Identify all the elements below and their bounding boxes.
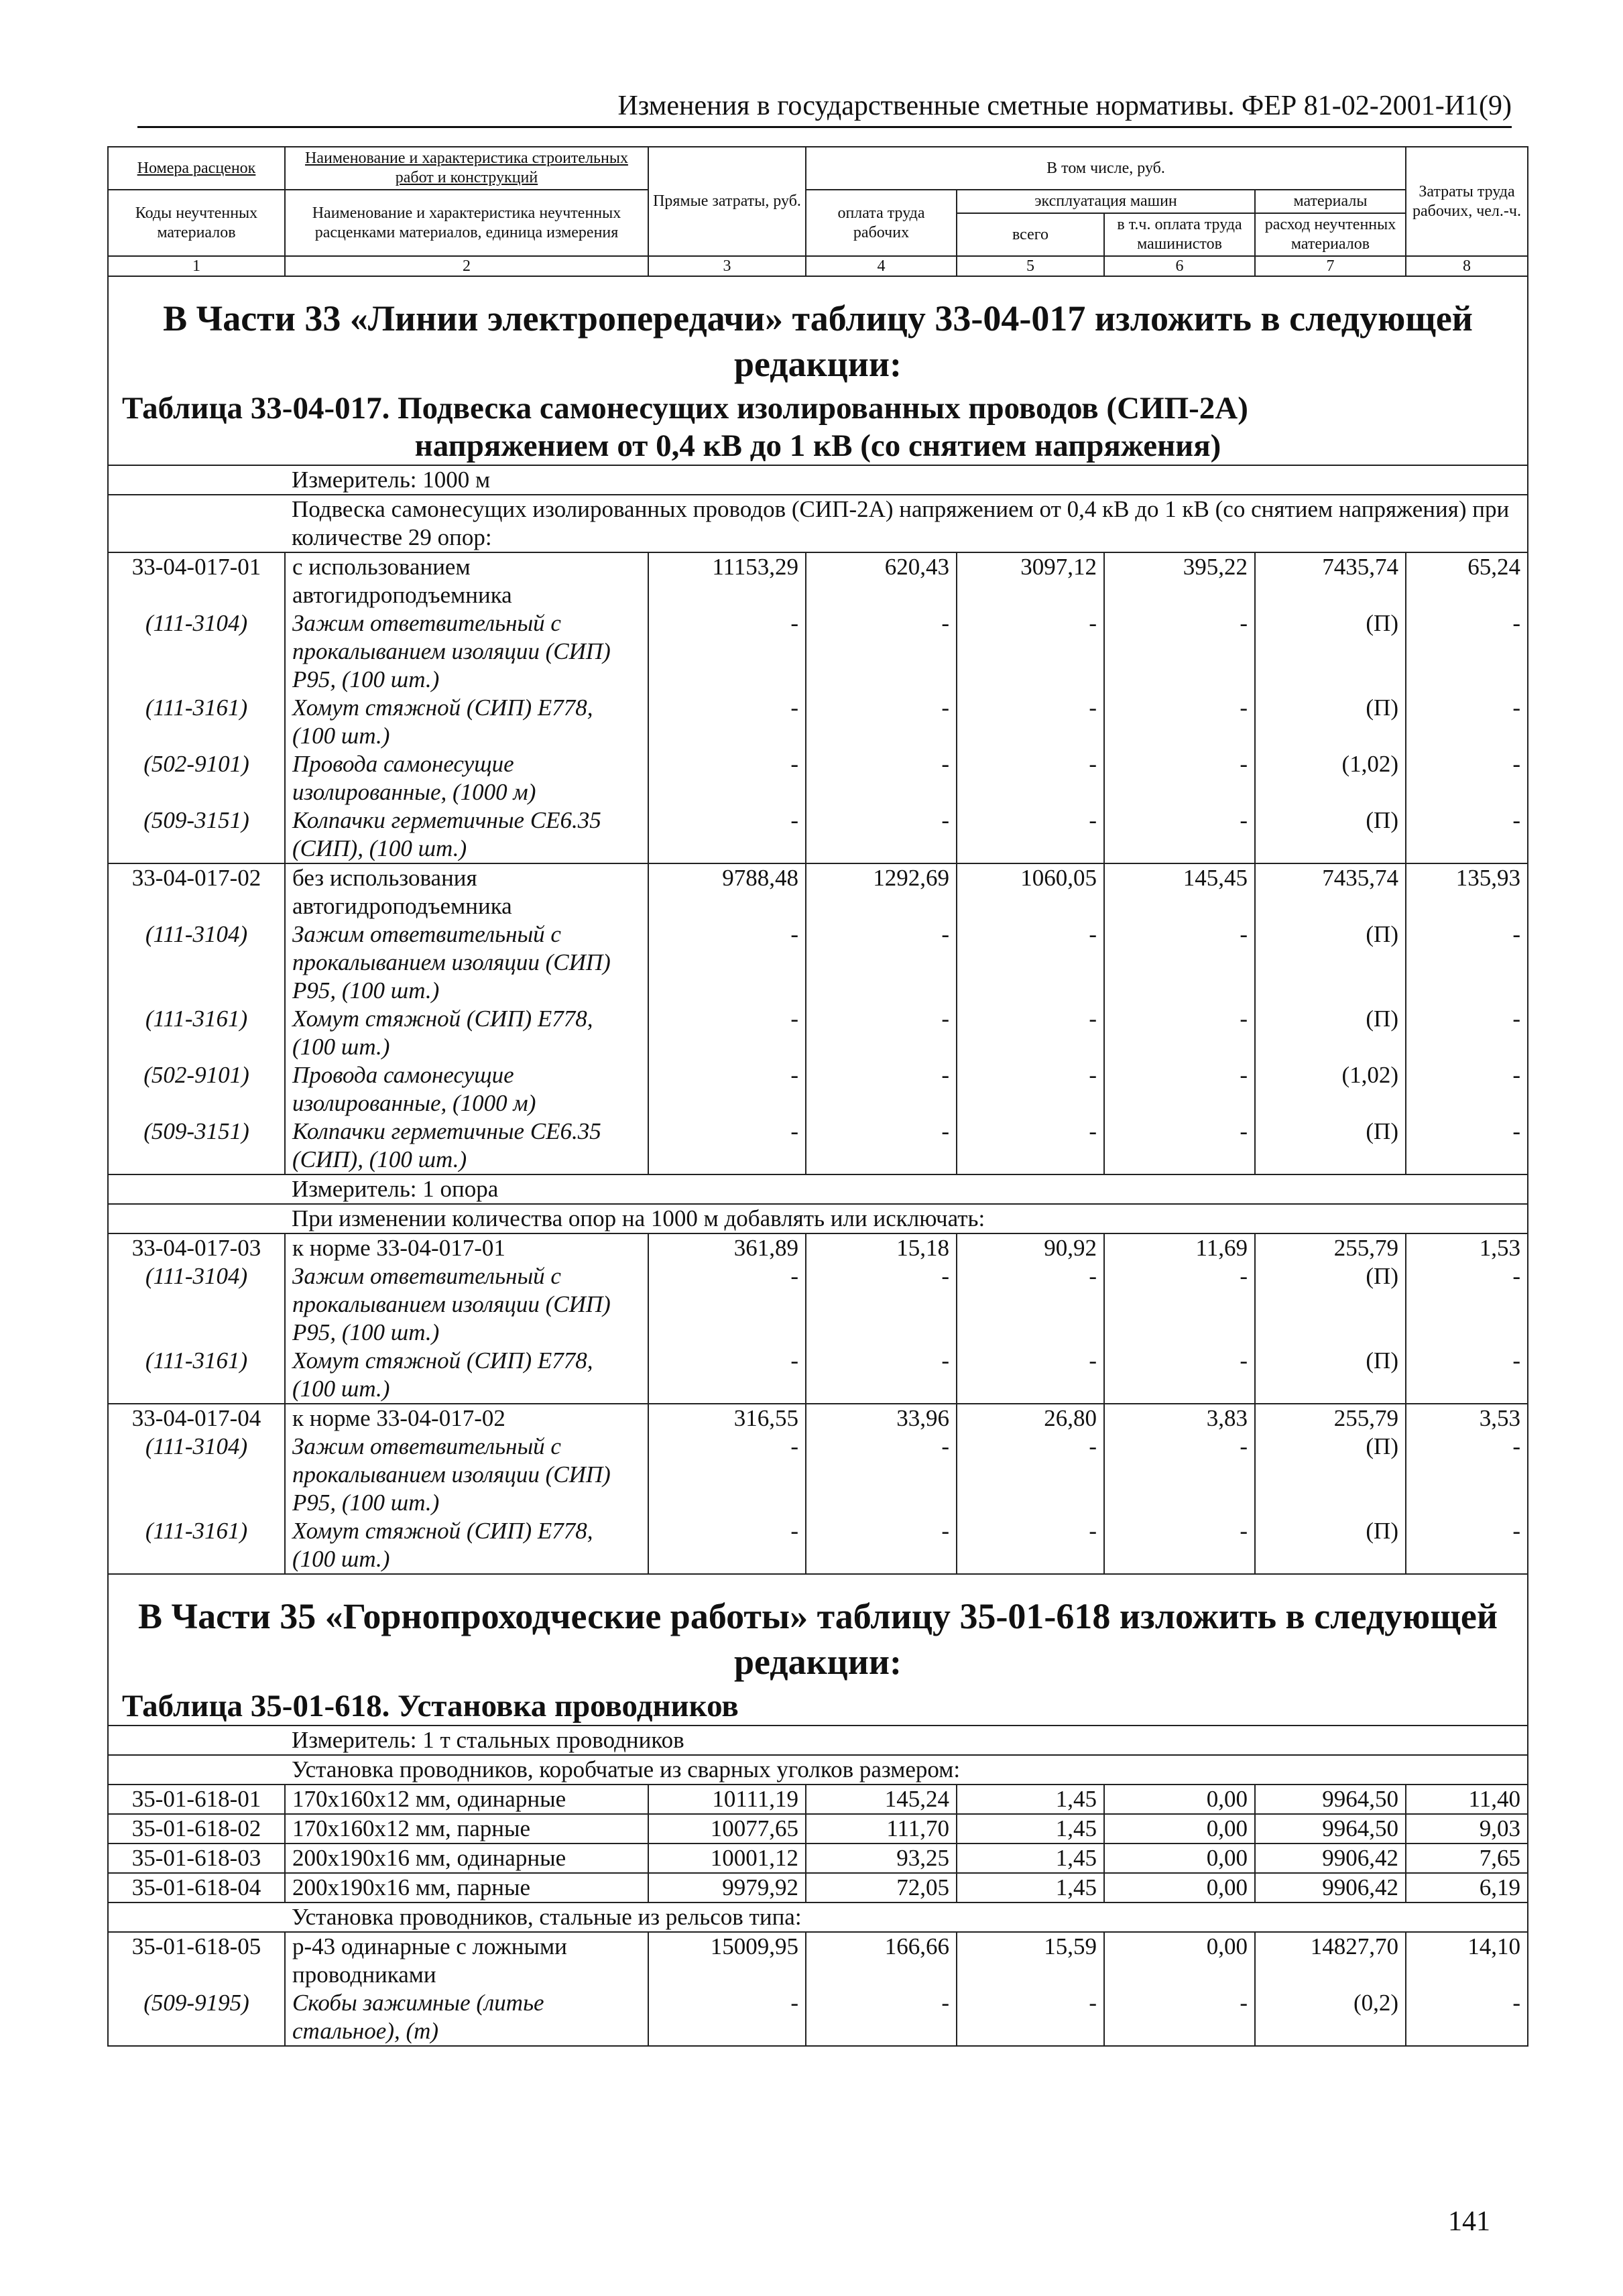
machines-total: 26,80 xyxy=(957,1404,1104,1433)
labor-pay: 145,24 xyxy=(806,1785,957,1814)
labor-pay: - xyxy=(806,609,957,694)
direct-costs: - xyxy=(648,1262,806,1347)
labor-pay: - xyxy=(806,1347,957,1404)
machinists-pay: - xyxy=(1104,1433,1255,1517)
labor-pay: 1292,69 xyxy=(806,863,957,920)
material-row xyxy=(108,1005,1528,1061)
labor-hours: 9,03 xyxy=(1406,1814,1528,1844)
labor-hours: - xyxy=(1406,1433,1528,1517)
labor-hours: 6,19 xyxy=(1406,1873,1528,1902)
rate-code: 33-04-017-04 xyxy=(108,1404,285,1433)
labor-pay: - xyxy=(806,1517,957,1574)
machinists-pay: - xyxy=(1104,1517,1255,1574)
rate-row xyxy=(108,1404,1528,1433)
machines-total: - xyxy=(957,1517,1104,1574)
page-header xyxy=(137,86,1512,128)
material-code: (509-3151) xyxy=(108,1117,285,1174)
labor-hours: 3,53 xyxy=(1406,1404,1528,1433)
machines-total: - xyxy=(957,806,1104,863)
labor-hours: 65,24 xyxy=(1406,552,1528,609)
group-row xyxy=(108,1902,1528,1932)
column-number: 6 xyxy=(1104,256,1255,276)
material-name: Колпачки герметичные СЕ6.35 (СИП), (100 шт.) xyxy=(285,1117,648,1174)
labor-hours: 135,93 xyxy=(1406,863,1528,920)
labor-pay: - xyxy=(806,1061,957,1117)
materials: 255,79 xyxy=(1255,1404,1406,1433)
materials: (П) xyxy=(1255,806,1406,863)
table-33-04-017-title xyxy=(108,389,1528,465)
part35-heading-row xyxy=(108,1574,1528,1687)
machinists-pay: 0,00 xyxy=(1104,1785,1255,1814)
machines-total: - xyxy=(957,750,1104,806)
table-33-04-017-title-row xyxy=(108,389,1528,465)
column-number: 1 xyxy=(108,256,285,276)
table-title-line-2: напряжением от 0,4 кВ до 1 кВ (со снятием напряжения) xyxy=(414,428,1221,463)
labor-pay: - xyxy=(806,1433,957,1517)
materials: (П) xyxy=(1255,1005,1406,1061)
group-row xyxy=(108,1204,1528,1233)
materials: (1,02) xyxy=(1255,750,1406,806)
labor-hours: 1,53 xyxy=(1406,1233,1528,1262)
rate-code: 33-04-017-03 xyxy=(108,1233,285,1262)
labor-hours: - xyxy=(1406,1061,1528,1117)
rate-name: 170x160x12 мм, парные xyxy=(285,1814,648,1844)
machinists-pay: 145,45 xyxy=(1104,863,1255,920)
rate-row xyxy=(108,1233,1528,1262)
part35-heading: В Части 35 «Горнопроходческие работы» таблицу 35-01-618 изложить в следующей редакции: xyxy=(108,1574,1528,1687)
material-name: Хомут стяжной (СИП) Е778, (100 шт.) xyxy=(285,1347,648,1404)
table-35-01-618-title-row xyxy=(108,1687,1528,1726)
machinists-pay: - xyxy=(1104,920,1255,1005)
material-name: Зажим ответвительный с прокалыванием изоляции (СИП) Р95, (100 шт.) xyxy=(285,1433,648,1517)
labor-hours: - xyxy=(1406,1117,1528,1174)
machines-total: 15,59 xyxy=(957,1932,1104,1989)
machines-header: эксплуатация машин xyxy=(957,190,1255,213)
measure-label: Измеритель: 1 опора xyxy=(285,1174,1528,1204)
direct-costs: - xyxy=(648,920,806,1005)
labor-pay: - xyxy=(806,806,957,863)
machines-total: - xyxy=(957,1262,1104,1347)
labor-hours: - xyxy=(1406,920,1528,1005)
machines-total: - xyxy=(957,1433,1104,1517)
machinists-pay: - xyxy=(1104,1005,1255,1061)
machinists-pay: - xyxy=(1104,806,1255,863)
machinists-pay: 0,00 xyxy=(1104,1873,1255,1902)
machines-total: 3097,12 xyxy=(957,552,1104,609)
direct-costs: - xyxy=(648,1989,806,2046)
materials: (П) xyxy=(1255,1517,1406,1574)
materials: 7435,74 xyxy=(1255,552,1406,609)
material-row xyxy=(108,609,1528,694)
header-title: Изменения в государственные сметные нормативы. ФЕР 81-02-2001-И1(9) xyxy=(617,90,1512,121)
column-number: 8 xyxy=(1406,256,1528,276)
material-name: Провода самонесущие изолированные, (1000 м) xyxy=(285,1061,648,1117)
labor-hours: - xyxy=(1406,694,1528,750)
material-name: Зажим ответвительный с прокалыванием изоляции (СИП) Р95, (100 шт.) xyxy=(285,609,648,694)
machines-total: 1,45 xyxy=(957,1814,1104,1844)
labor-pay: - xyxy=(806,1005,957,1061)
direct-costs: - xyxy=(648,609,806,694)
col2-header-top: Наименование и характеристика строительных работ и конструкций xyxy=(285,147,648,190)
materials: (П) xyxy=(1255,1433,1406,1517)
material-row xyxy=(108,920,1528,1005)
machines-total: 1,45 xyxy=(957,1873,1104,1902)
labor-hours: - xyxy=(1406,1517,1528,1574)
labor-pay: 166,66 xyxy=(806,1932,957,1989)
material-row xyxy=(108,1433,1528,1517)
column-number: 7 xyxy=(1255,256,1406,276)
labor-pay: 620,43 xyxy=(806,552,957,609)
direct-costs: 11153,29 xyxy=(648,552,806,609)
rate-row xyxy=(108,1873,1528,1902)
materials: 9906,42 xyxy=(1255,1844,1406,1873)
material-code: (111-3161) xyxy=(108,1517,285,1574)
machines-total: - xyxy=(957,1117,1104,1174)
machinists-pay: 3,83 xyxy=(1104,1404,1255,1433)
labor-pay: - xyxy=(806,1117,957,1174)
machinists-pay: - xyxy=(1104,1262,1255,1347)
column-number: 4 xyxy=(806,256,957,276)
materials-header: материалы xyxy=(1255,190,1406,213)
materials: (П) xyxy=(1255,609,1406,694)
rate-name: с использованием автогидроподъемника xyxy=(285,552,648,609)
direct-costs: 10077,65 xyxy=(648,1814,806,1844)
col4-header: оплата труда рабочих xyxy=(806,190,957,256)
rate-name: к норме 33-04-017-02 xyxy=(285,1404,648,1433)
materials: 9906,42 xyxy=(1255,1873,1406,1902)
machinists-pay: 0,00 xyxy=(1104,1932,1255,1989)
material-row xyxy=(108,1989,1528,2046)
direct-costs: 316,55 xyxy=(648,1404,806,1433)
rate-name: р-43 одинарные с ложными проводниками xyxy=(285,1932,648,1989)
machines-total: 1,45 xyxy=(957,1785,1104,1814)
materials: (П) xyxy=(1255,1117,1406,1174)
labor-hours: - xyxy=(1406,609,1528,694)
labor-pay: 93,25 xyxy=(806,1844,957,1873)
labor-hours: - xyxy=(1406,1347,1528,1404)
materials: (1,02) xyxy=(1255,1061,1406,1117)
rate-code: 35-01-618-04 xyxy=(108,1873,285,1902)
direct-costs: - xyxy=(648,1433,806,1517)
material-code: (502-9101) xyxy=(108,750,285,806)
machines-total: - xyxy=(957,920,1104,1005)
machines-total: 90,92 xyxy=(957,1233,1104,1262)
table-35-01-618-title xyxy=(108,1687,1528,1726)
direct-costs: - xyxy=(648,806,806,863)
rate-row xyxy=(108,1844,1528,1873)
machines-total: 1060,05 xyxy=(957,863,1104,920)
group-row xyxy=(108,495,1528,552)
material-row xyxy=(108,694,1528,750)
direct-costs: - xyxy=(648,1117,806,1174)
table-title-line-1: Таблица 33-04-017. Подвеска самонесущих изолированных проводов (СИП-2А) xyxy=(122,391,1248,426)
material-code: (111-3161) xyxy=(108,1347,285,1404)
material-code: (111-3161) xyxy=(108,1005,285,1061)
direct-costs: - xyxy=(648,750,806,806)
column-number: 3 xyxy=(648,256,806,276)
material-name: Скобы зажимные (литье стальное), (т) xyxy=(285,1989,648,2046)
group-label: Установка проводников, коробчатые из сварных уголков размером: xyxy=(285,1755,1528,1785)
col7-header: расход неучтенных материалов xyxy=(1255,213,1406,256)
group-label: При изменении количества опор на 1000 м добавлять или исключать: xyxy=(285,1204,1528,1233)
measure-row xyxy=(108,465,1528,495)
material-name: Провода самонесущие изолированные, (1000 м) xyxy=(285,750,648,806)
materials: (П) xyxy=(1255,1347,1406,1404)
measure-label: Измеритель: 1 т стальных проводников xyxy=(285,1726,1528,1755)
material-code: (509-9195) xyxy=(108,1989,285,2046)
material-name: Колпачки герметичные СЕ6.35 (СИП), (100 шт.) xyxy=(285,806,648,863)
material-row xyxy=(108,750,1528,806)
measure-row xyxy=(108,1174,1528,1204)
material-name: Хомут стяжной (СИП) Е778, (100 шт.) xyxy=(285,1005,648,1061)
material-row xyxy=(108,1061,1528,1117)
rate-row xyxy=(108,1814,1528,1844)
machinists-pay: - xyxy=(1104,1117,1255,1174)
labor-pay: - xyxy=(806,750,957,806)
rate-row xyxy=(108,552,1528,609)
machines-total: - xyxy=(957,1061,1104,1117)
col2-header-bottom: Наименование и характеристика неучтенных расценками материалов, единица измерения xyxy=(285,190,648,256)
rate-name: без использования автогидроподъемника xyxy=(285,863,648,920)
materials: 255,79 xyxy=(1255,1233,1406,1262)
rate-row xyxy=(108,1785,1528,1814)
labor-pay: 72,05 xyxy=(806,1873,957,1902)
labor-hours: - xyxy=(1406,1262,1528,1347)
machines-total: - xyxy=(957,694,1104,750)
material-row xyxy=(108,1347,1528,1404)
direct-costs: - xyxy=(648,1005,806,1061)
material-name: Хомут стяжной (СИП) Е778, (100 шт.) xyxy=(285,1517,648,1574)
part33-heading: В Части 33 «Линии электропередачи» таблицу 33-04-017 изложить в следующей редакции: xyxy=(108,276,1528,389)
rate-name: к норме 33-04-017-01 xyxy=(285,1233,648,1262)
col1-header-bottom: Коды неучтенных материалов xyxy=(108,190,285,256)
direct-costs: - xyxy=(648,1517,806,1574)
material-row xyxy=(108,1117,1528,1174)
materials: 9964,50 xyxy=(1255,1785,1406,1814)
materials: (П) xyxy=(1255,920,1406,1005)
rate-code: 35-01-618-02 xyxy=(108,1814,285,1844)
direct-costs: - xyxy=(648,694,806,750)
direct-costs: 15009,95 xyxy=(648,1932,806,1989)
materials: (П) xyxy=(1255,1262,1406,1347)
rate-row xyxy=(108,863,1528,920)
labor-hours: - xyxy=(1406,1989,1528,2046)
material-row xyxy=(108,1262,1528,1347)
table-title-line: Таблица 35-01-618. Установка проводников xyxy=(122,1689,739,1724)
rate-row xyxy=(108,1932,1528,1989)
machines-total: - xyxy=(957,1347,1104,1404)
material-name: Зажим ответвительный с прокалыванием изоляции (СИП) Р95, (100 шт.) xyxy=(285,1262,648,1347)
labor-hours: - xyxy=(1406,806,1528,863)
header-row-mid xyxy=(108,190,1528,213)
group-row xyxy=(108,1755,1528,1785)
material-code: (502-9101) xyxy=(108,1061,285,1117)
material-code: (111-3104) xyxy=(108,920,285,1005)
column-number: 2 xyxy=(285,256,648,276)
col8-header: Затраты труда рабочих, чел.-ч. xyxy=(1406,147,1528,256)
materials: 7435,74 xyxy=(1255,863,1406,920)
labor-hours: 11,40 xyxy=(1406,1785,1528,1814)
direct-costs: 9788,48 xyxy=(648,863,806,920)
col6-header: в т.ч. оплата труда машинистов xyxy=(1104,213,1255,256)
direct-costs: - xyxy=(648,1347,806,1404)
page-number: 141 xyxy=(1448,2206,1490,2237)
measure-row xyxy=(108,1726,1528,1755)
machinists-pay: 11,69 xyxy=(1104,1233,1255,1262)
col5-header: всего xyxy=(957,213,1104,256)
column-number: 5 xyxy=(957,256,1104,276)
labor-pay: - xyxy=(806,1262,957,1347)
measure-label: Измеритель: 1000 м xyxy=(285,465,1528,495)
direct-costs: - xyxy=(648,1061,806,1117)
material-code: (111-3104) xyxy=(108,609,285,694)
rate-code: 35-01-618-01 xyxy=(108,1785,285,1814)
rate-code: 33-04-017-01 xyxy=(108,552,285,609)
machines-total: - xyxy=(957,1989,1104,2046)
material-row xyxy=(108,806,1528,863)
materials: (П) xyxy=(1255,694,1406,750)
machinists-pay: - xyxy=(1104,750,1255,806)
machinists-pay: - xyxy=(1104,1347,1255,1404)
materials: 9964,50 xyxy=(1255,1814,1406,1844)
machinists-pay: - xyxy=(1104,1989,1255,2046)
rate-code: 35-01-618-05 xyxy=(108,1932,285,1989)
material-name: Зажим ответвительный с прокалыванием изоляции (СИП) Р95, (100 шт.) xyxy=(285,920,648,1005)
group-label: Подвеска самонесущих изолированных проводов (СИП-2А) напряжением от 0,4 кВ до 1 кВ (со снятием напряжения) при количестве 29 опор: xyxy=(285,495,1528,552)
rate-name: 170x160x12 мм, одинарные xyxy=(285,1785,648,1814)
direct-costs: 361,89 xyxy=(648,1233,806,1262)
labor-hours: 14,10 xyxy=(1406,1932,1528,1989)
rate-name: 200x190x16 мм, парные xyxy=(285,1873,648,1902)
labor-hours: - xyxy=(1406,750,1528,806)
direct-costs: 10001,12 xyxy=(648,1844,806,1873)
header-row-top xyxy=(108,147,1528,190)
machines-total: 1,45 xyxy=(957,1844,1104,1873)
machinists-pay: 0,00 xyxy=(1104,1814,1255,1844)
labor-hours: 7,65 xyxy=(1406,1844,1528,1873)
group-label: Установка проводников, стальные из рельсов типа: xyxy=(285,1902,1528,1932)
included-header: В том числе, руб. xyxy=(806,147,1406,190)
rate-code: 35-01-618-03 xyxy=(108,1844,285,1873)
labor-pay: 111,70 xyxy=(806,1814,957,1844)
materials: (0,2) xyxy=(1255,1989,1406,2046)
labor-pay: 33,96 xyxy=(806,1404,957,1433)
material-name: Хомут стяжной (СИП) Е778, (100 шт.) xyxy=(285,694,648,750)
rate-code: 33-04-017-02 xyxy=(108,863,285,920)
labor-pay: - xyxy=(806,1989,957,2046)
machines-total: - xyxy=(957,1005,1104,1061)
machinists-pay: - xyxy=(1104,609,1255,694)
materials: 14827,70 xyxy=(1255,1932,1406,1989)
norms-table xyxy=(107,146,1528,2047)
column-numbers-row xyxy=(108,256,1528,276)
machinists-pay: - xyxy=(1104,694,1255,750)
labor-pay: - xyxy=(806,694,957,750)
material-code: (509-3151) xyxy=(108,806,285,863)
machines-total: - xyxy=(957,609,1104,694)
material-code: (111-3104) xyxy=(108,1433,285,1517)
machinists-pay: 0,00 xyxy=(1104,1844,1255,1873)
machinists-pay: 395,22 xyxy=(1104,552,1255,609)
material-code: (111-3104) xyxy=(108,1262,285,1347)
material-code: (111-3161) xyxy=(108,694,285,750)
machinists-pay: - xyxy=(1104,1061,1255,1117)
direct-costs: 9979,92 xyxy=(648,1873,806,1902)
part33-heading-row xyxy=(108,276,1528,389)
labor-pay: 15,18 xyxy=(806,1233,957,1262)
labor-hours: - xyxy=(1406,1005,1528,1061)
col3-header: Прямые затраты, руб. xyxy=(648,147,806,256)
rate-name: 200x190x16 мм, одинарные xyxy=(285,1844,648,1873)
material-row xyxy=(108,1517,1528,1574)
col1-header-top: Номера расценок xyxy=(108,147,285,190)
labor-pay: - xyxy=(806,920,957,1005)
direct-costs: 10111,19 xyxy=(648,1785,806,1814)
